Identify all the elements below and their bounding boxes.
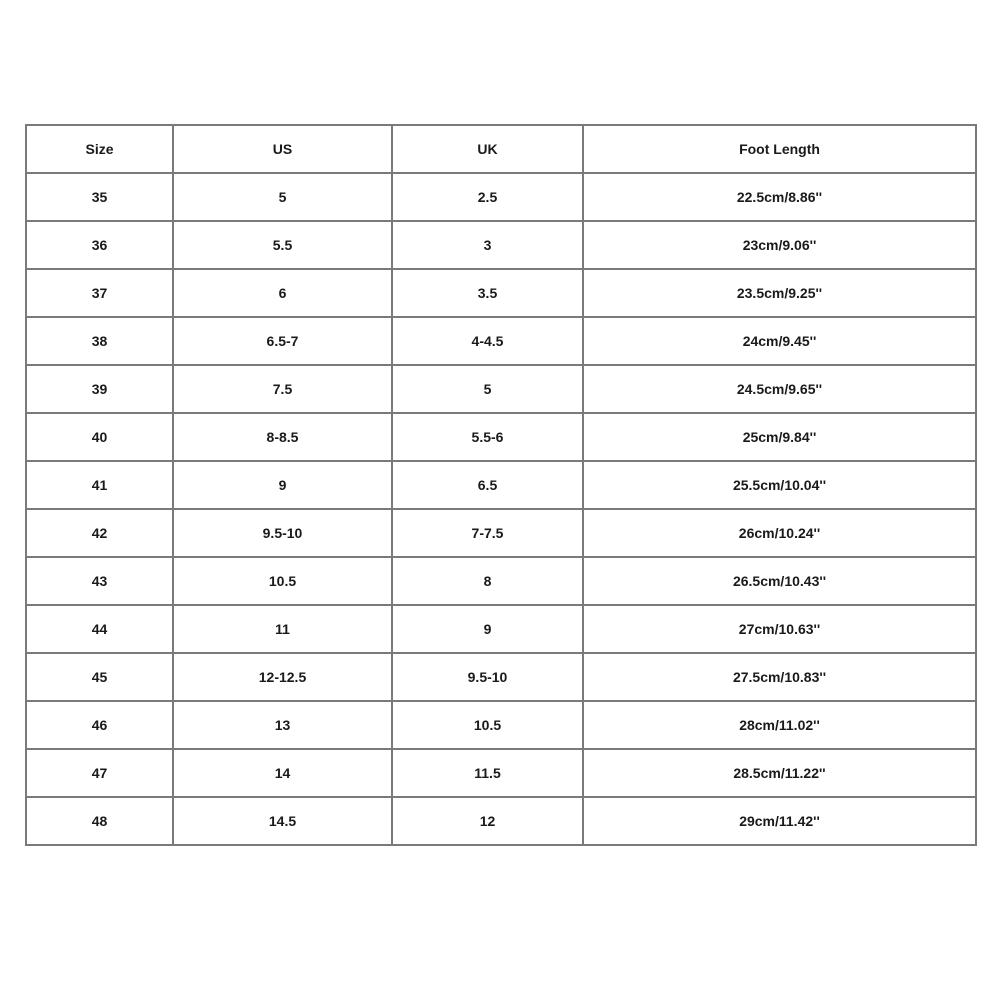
cell-size: 43 <box>26 557 173 605</box>
cell-us: 7.5 <box>173 365 392 413</box>
cell-size: 40 <box>26 413 173 461</box>
cell-size: 42 <box>26 509 173 557</box>
table-row <box>26 413 976 461</box>
cell-us: 5.5 <box>173 221 392 269</box>
cell-us: 6 <box>173 269 392 317</box>
column-header-us: US <box>173 125 392 173</box>
cell-size: 35 <box>26 173 173 221</box>
cell-us: 11 <box>173 605 392 653</box>
cell-foot-length: 28.5cm/11.22'' <box>583 749 976 797</box>
cell-uk: 3.5 <box>392 269 583 317</box>
cell-foot-length: 27.5cm/10.83'' <box>583 653 976 701</box>
cell-uk: 4-4.5 <box>392 317 583 365</box>
cell-size: 44 <box>26 605 173 653</box>
table-row <box>26 173 976 221</box>
cell-us: 6.5-7 <box>173 317 392 365</box>
cell-uk: 2.5 <box>392 173 583 221</box>
size-chart-table <box>25 124 977 846</box>
cell-foot-length: 22.5cm/8.86'' <box>583 173 976 221</box>
cell-uk: 12 <box>392 797 583 845</box>
cell-size: 46 <box>26 701 173 749</box>
cell-us: 8-8.5 <box>173 413 392 461</box>
table-row <box>26 317 976 365</box>
cell-uk: 10.5 <box>392 701 583 749</box>
cell-size: 39 <box>26 365 173 413</box>
cell-foot-length: 26.5cm/10.43'' <box>583 557 976 605</box>
table-header-row <box>26 125 976 173</box>
cell-foot-length: 23.5cm/9.25'' <box>583 269 976 317</box>
cell-uk: 11.5 <box>392 749 583 797</box>
cell-foot-length: 23cm/9.06'' <box>583 221 976 269</box>
table-row <box>26 749 976 797</box>
cell-us: 12-12.5 <box>173 653 392 701</box>
cell-uk: 3 <box>392 221 583 269</box>
cell-us: 10.5 <box>173 557 392 605</box>
cell-uk: 6.5 <box>392 461 583 509</box>
cell-us: 13 <box>173 701 392 749</box>
cell-foot-length: 27cm/10.63'' <box>583 605 976 653</box>
cell-size: 48 <box>26 797 173 845</box>
cell-uk: 5 <box>392 365 583 413</box>
cell-uk: 9 <box>392 605 583 653</box>
cell-size: 37 <box>26 269 173 317</box>
cell-us: 14.5 <box>173 797 392 845</box>
table-row <box>26 701 976 749</box>
column-header-foot-length: Foot Length <box>583 125 976 173</box>
table-row <box>26 221 976 269</box>
table-body <box>26 173 976 845</box>
column-header-size: Size <box>26 125 173 173</box>
table-row <box>26 365 976 413</box>
table-row <box>26 797 976 845</box>
table-row <box>26 605 976 653</box>
cell-foot-length: 26cm/10.24'' <box>583 509 976 557</box>
cell-us: 5 <box>173 173 392 221</box>
cell-foot-length: 28cm/11.02'' <box>583 701 976 749</box>
cell-us: 14 <box>173 749 392 797</box>
cell-uk: 9.5-10 <box>392 653 583 701</box>
cell-foot-length: 25cm/9.84'' <box>583 413 976 461</box>
column-header-uk: UK <box>392 125 583 173</box>
cell-uk: 5.5-6 <box>392 413 583 461</box>
table-row <box>26 653 976 701</box>
cell-foot-length: 24cm/9.45'' <box>583 317 976 365</box>
cell-size: 41 <box>26 461 173 509</box>
cell-size: 47 <box>26 749 173 797</box>
table-row <box>26 461 976 509</box>
table-row <box>26 269 976 317</box>
cell-size: 38 <box>26 317 173 365</box>
cell-size: 45 <box>26 653 173 701</box>
cell-size: 36 <box>26 221 173 269</box>
cell-foot-length: 29cm/11.42'' <box>583 797 976 845</box>
table-row <box>26 509 976 557</box>
cell-foot-length: 24.5cm/9.65'' <box>583 365 976 413</box>
cell-foot-length: 25.5cm/10.04'' <box>583 461 976 509</box>
cell-us: 9 <box>173 461 392 509</box>
cell-uk: 8 <box>392 557 583 605</box>
cell-uk: 7-7.5 <box>392 509 583 557</box>
cell-us: 9.5-10 <box>173 509 392 557</box>
table-row <box>26 557 976 605</box>
